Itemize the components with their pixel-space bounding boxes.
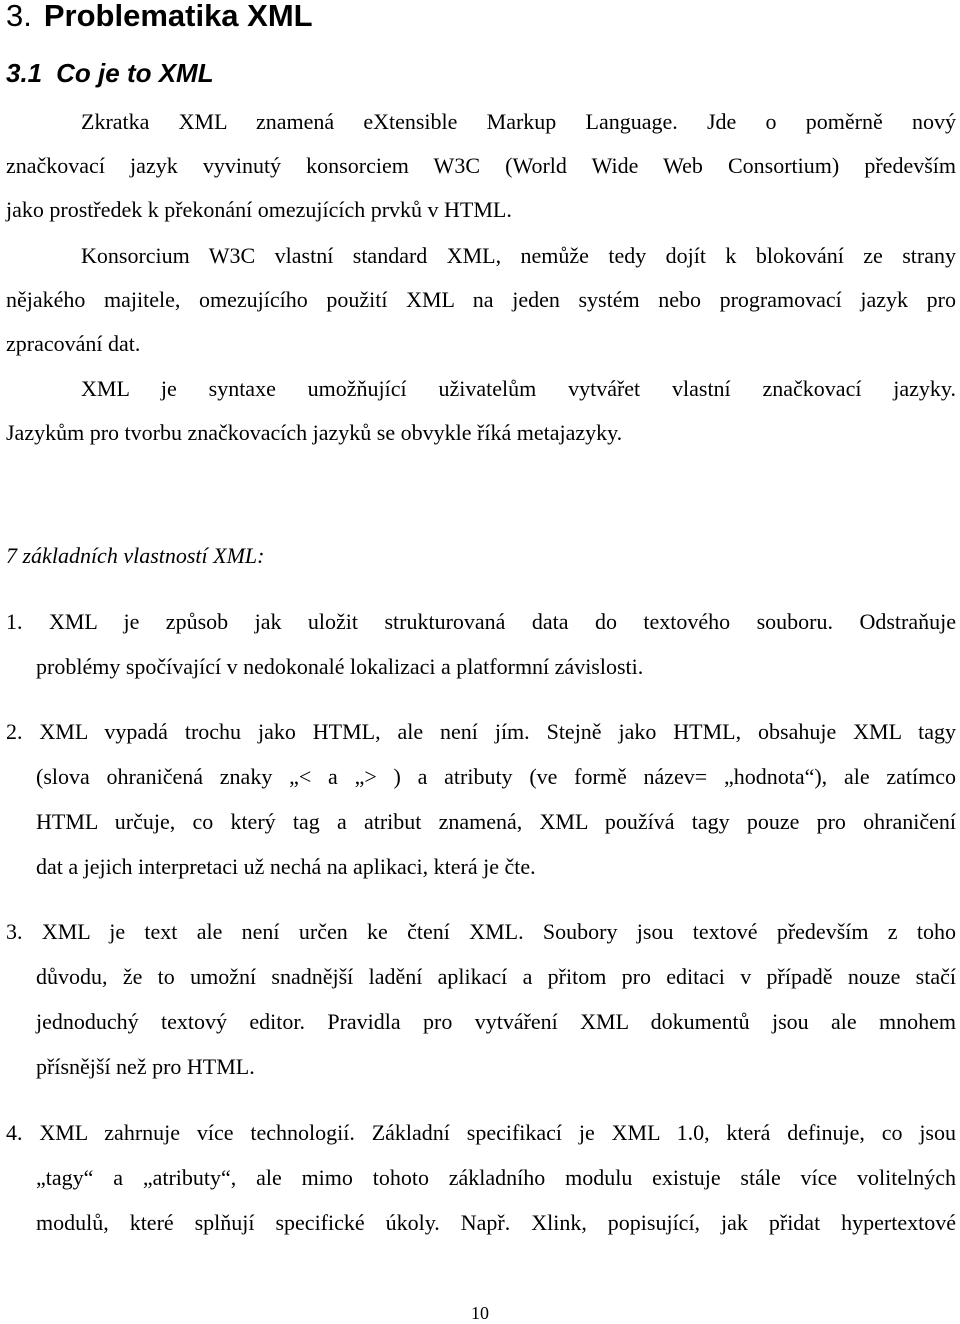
- property-item-4: [6, 1110, 956, 1245]
- paragraph-line: nějakého majitele, omezujícího použití XML na jeden systém nebo programovací jazyk pro: [6, 287, 956, 312]
- property-line: „tagy“ a „atributy“, ale mimo tohoto základního modulu existuje stále více volitelných: [36, 1165, 956, 1190]
- property-item-3: [6, 909, 956, 1089]
- property-line: modulů, které splňují specifické úkoly. Např. Xlink, popisující, jak přidat hypertextové: [36, 1210, 956, 1235]
- property-line: důvodu, že to umožní snadnější ladění aplikací a přitom pro editaci v případě nouze stačí: [36, 964, 956, 989]
- paragraph-syntax: [6, 367, 956, 455]
- property-line: problémy spočívající v nedokonalé lokalizaci a platformní závislosti.: [36, 654, 644, 679]
- section-number: 3.1: [6, 58, 43, 88]
- property-item-1: [6, 599, 956, 689]
- chapter-title: Problematika XML: [43, 0, 313, 33]
- properties-heading: 7 základních vlastností XML:: [6, 543, 265, 568]
- paragraph-consortium: [6, 234, 956, 366]
- property-line: dat a jejich interpretaci už nechá na aplikaci, která je čte.: [36, 854, 536, 879]
- chapter-heading: [6, 0, 313, 38]
- property-line: 3. XML je text ale není určen ke čtení XML. Soubory jsou textové především z toho: [6, 919, 956, 944]
- paragraph-line: Jazykům pro tvorbu značkovacích jazyků se obvykle říká metajazyky.: [6, 420, 623, 445]
- property-line: 2. XML vypadá trochu jako HTML, ale není jím. Stejně jako HTML, obsahuje XML tagy: [6, 719, 956, 744]
- section-title: Co je to XML: [56, 58, 214, 88]
- property-line: jednoduchý textový editor. Pravidla pro vytváření XML dokumentů jsou ale mnohem: [36, 1009, 956, 1034]
- page-number: 10: [471, 1303, 489, 1323]
- paragraph-line: Zkratka XML znamená eXtensible Markup Language. Jde o poměrně nový: [81, 109, 956, 134]
- paragraph-line: Konsorcium W3C vlastní standard XML, nemůže tedy dojít k blokování ze strany: [81, 243, 956, 268]
- property-line: 1. XML je způsob jak uložit strukturovaná data do textového souboru. Odstraňuje: [6, 609, 956, 634]
- paragraph-intro: [6, 100, 956, 232]
- paragraph-line: zpracování dat.: [6, 331, 141, 356]
- section-heading: [6, 54, 214, 92]
- property-item-2: [6, 709, 956, 889]
- paragraph-line: XML je syntaxe umožňující uživatelům vytvářet vlastní značkovací jazyky.: [81, 376, 956, 401]
- property-line: přísnější než pro HTML.: [36, 1054, 255, 1079]
- property-line: HTML určuje, co který tag a atribut znamená, XML používá tagy pouze pro ohraničení: [36, 809, 956, 834]
- property-line: 4. XML zahrnuje více technologií. Základní specifikací je XML 1.0, která definuje, co jsou: [6, 1120, 956, 1145]
- paragraph-line: značkovací jazyk vyvinutý konsorciem W3C (World Wide Web Consortium) především: [6, 153, 956, 178]
- chapter-number: 3.: [6, 0, 32, 33]
- property-line: (slova ohraničená znaky „< a „> ) a atributy (ve formě název= „hodnota“), ale zatímco: [36, 764, 956, 789]
- paragraph-line: jako prostředek k překonání omezujících prvků v HTML.: [6, 197, 512, 222]
